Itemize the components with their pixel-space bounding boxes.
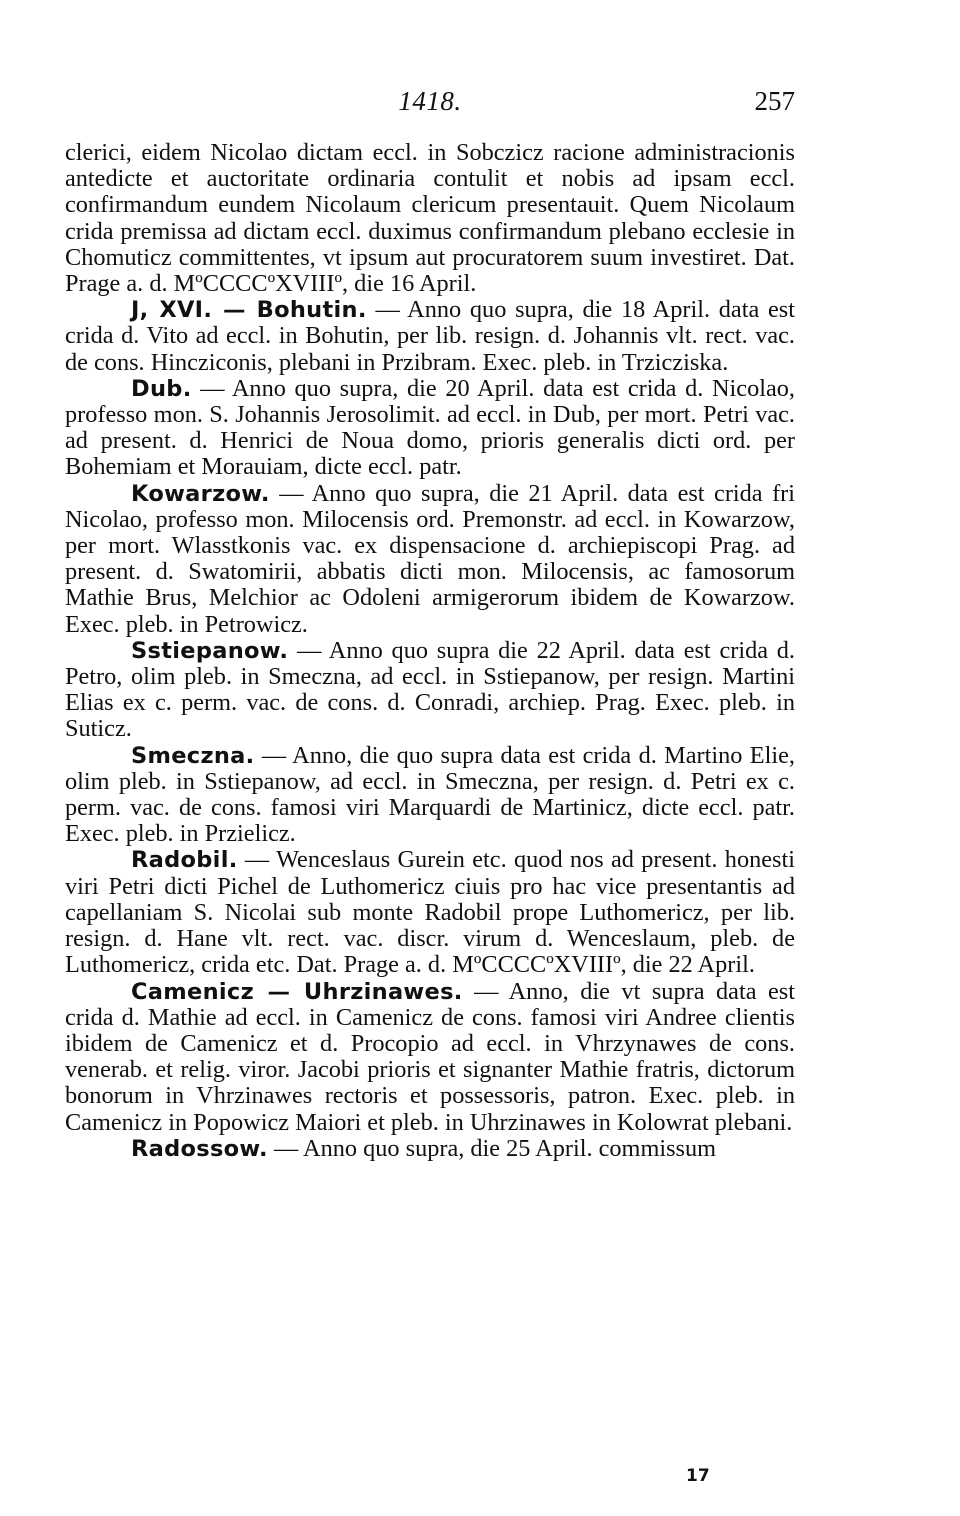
entry-bohutin — [65, 297, 795, 376]
entry-text: — Anno, die quo supra data est crida d. Martino Elie, olim pleb. in Sstiepanow, ad eccl. in Smeczna, per resign. d. Petri ex c. perm. vac. de cons. famosi viri Marquardi de Martinicz, dicte eccl. patr. Exec. pleb. in Przielicz. — [65, 741, 795, 848]
entry-heading: Dub. — [131, 375, 192, 402]
entry-text: — Anno quo supra, die 20 April. data est crida d. Nicolao, professo mon. S. Johannis Jerosolimit. ad eccl. in Dub, per mort. Petri vac. ad present. d. Henrici de Noua domo, prioris generalis dicti ord. per Bohemiam et Morauiam, dicte eccl. patr. — [65, 374, 795, 481]
running-header — [65, 86, 795, 126]
entry-text: — Anno quo supra, die 18 April. data est crida d. Vito ad eccl. in Bohutin, per lib. resign. d. Johannis vlt. rect. vac. de cons. Hincziconis, plebani in Przibram. Exec. pleb. in Trzicziska. — [65, 296, 795, 376]
paragraph-continuation — [65, 140, 795, 297]
entry-text: — Anno, die vt supra data est crida d. Mathie ad eccl. in Camenicz de cons. famosi viri Andree clientis ibidem de Camenicz et d. Procopio ad eccl. in Vhrzynawes de cons. venerab. et relig. viror. Jacobi prioris et signanter Mathie fratris, dictorum bonorum in Vhrzinawes rectoris et possessoris, patron. Exec. pleb. in Camenicz in Popowicz Maiori et pleb. in Uhrzinawes in Kolowrat plebani. — [65, 977, 795, 1136]
entry-dub — [65, 376, 795, 481]
entry-heading: Sstiepanow. — [131, 637, 289, 664]
entry-heading: Kowarzow. — [131, 480, 270, 507]
entry-heading: Smeczna. — [131, 742, 255, 769]
entry-kowarzow — [65, 481, 795, 638]
entry-radossow — [65, 1136, 795, 1162]
entry-radobil — [65, 847, 795, 978]
entry-heading: J, XVI. — Bohutin. — [131, 297, 367, 324]
page-number: 257 — [754, 86, 795, 116]
entry-text: — Anno quo supra, die 25 April. commissum — [267, 1134, 717, 1162]
running-title-year: 1418. — [398, 86, 462, 116]
entry-smeczna — [65, 743, 795, 848]
paragraph-text: clerici, eidem Nicolao dictam eccl. in Sobczicz racione administracionis antedicte et auctoritate ordinaria contulit et nobis ad ipsam eccl. confirmandum eundem Nicolaum clericum presentauit. Quem Nicolaum crida premissa ad dictam eccl. duximus confirmandum plebano ecclesie in Chomuticz committentes, vt ipsum aut procuratorem suum investiret. Dat. Prage a. d. MºCCCCºXVIIIº, die 16 April. — [65, 139, 795, 298]
entry-text: — Anno quo supra, die 21 April. data est crida fri Nicolao, professo mon. Milocensis ord. Premonstr. ad eccl. in Kowarzow, per mort. Wlasstkonis vac. ex dispensacione d. archiepiscopi Prag. ad present. d. Swatomirii, abbatis dicti mon. Milocensis, ac famosorum Mathie Brus, Melchior ac Odoleni armigerorum ibidem de Kowarzow. Exec. pleb. in Petrowicz. — [65, 479, 795, 638]
entry-heading: Camenicz — Uhrzinawes. — [131, 978, 463, 1005]
entry-sstiepanow — [65, 638, 795, 743]
entry-heading: Radobil. — [131, 847, 238, 874]
entry-text: — Wenceslaus Gurein etc. quod nos ad present. honesti viri Petri dicti Pichel de Luthomericz ciuis pro hac vice presentantis ad capellaniam S. Nicolai sub monte Radobil prope Luthomericz, per lib. resign. d. Hane vlt. rect. vac. discr. virum d. Wenceslaum, pleb. de Luthomericz, crida etc. Dat. Prage a. d. MºCCCCºXVIIIº, die 22 April. — [65, 846, 795, 979]
entry-heading: Radossow. — [131, 1135, 268, 1162]
signature-mark: 17 — [686, 1466, 710, 1486]
entry-camenicz — [65, 979, 795, 1136]
entry-text: — Anno quo supra die 22 April. data est crida d. Petro, olim pleb. in Smeczna, ad eccl. in Sstiepanow, per resign. Martini Elias ex c. perm. vac. de cons. d. Conradi, archiep. Prag. Exec. pleb. in Suticz. — [65, 636, 795, 743]
main-text — [65, 140, 795, 1162]
